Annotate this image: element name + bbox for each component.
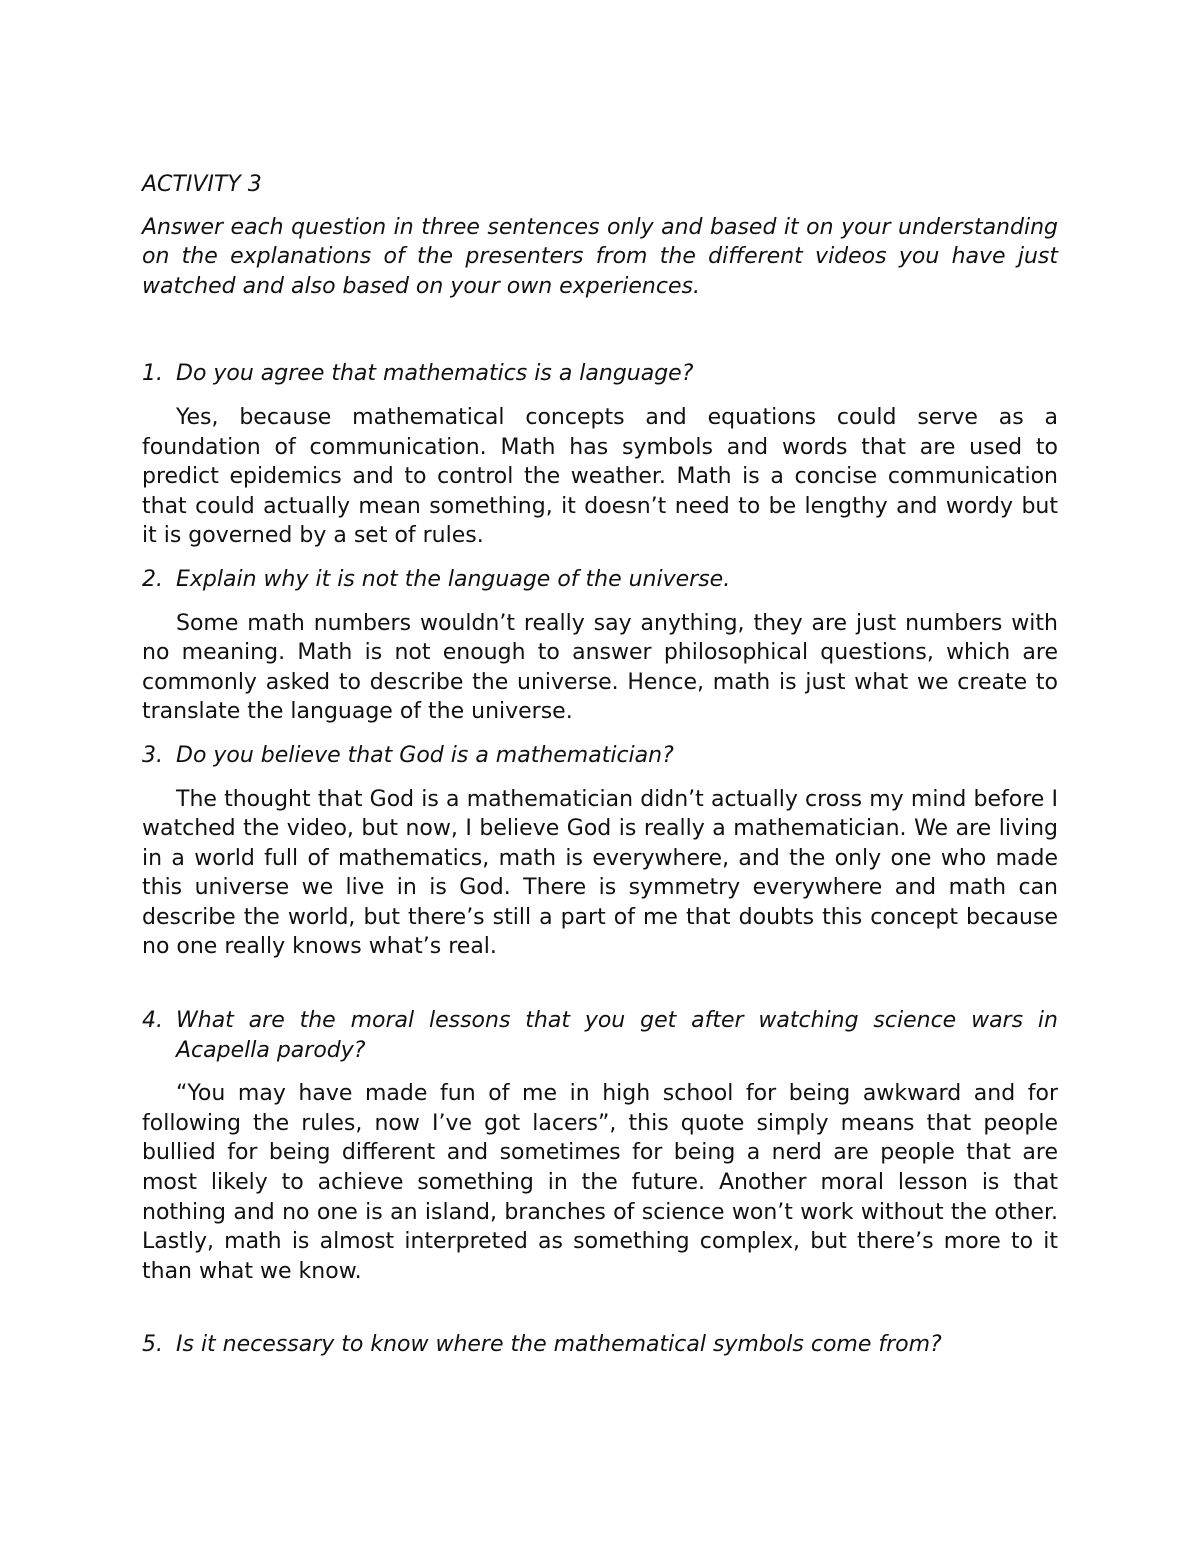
question-number: 1. xyxy=(142,361,163,387)
question-text: Is it necessary to know where the mathematical symbols come from? xyxy=(176,1332,942,1358)
question-text: What are the moral lessons that you get after watching science wars in Acapella parody? xyxy=(176,1008,1058,1063)
question-text: Do you believe that God is a mathematician? xyxy=(176,742,674,768)
question-number: 2. xyxy=(142,566,163,592)
question-3 xyxy=(142,741,1058,771)
answer-4: “You may have made fun of me in high school for being awkward and for following the rules, now I’ve got lacers”, this quote simply means that people bullied for being different and sometimes for being a nerd are people that are most likely to achieve something in the future. Another moral lesson is that nothing and no one is an island, branches of science won’t work without the other. Lastly, math is almost interpreted as something complex, but there’s more to it than what we know. xyxy=(142,1081,1058,1284)
answer-3: The thought that God is a mathematician didn’t actually cross my mind before I watched the video, but now, I believe God is really a mathematician. We are living in a world full of mathematics, math is everywhere, and the only one who made this universe we live in is God. There is symmetry everywhere and math can describe the world, but there’s still a part of me that doubts this concept because no one really knows what’s real. xyxy=(142,786,1058,960)
document-page xyxy=(142,170,1058,1374)
activity-title: ACTIVITY 3 xyxy=(142,172,262,197)
question-number: 4. xyxy=(142,1008,163,1034)
question-1 xyxy=(142,359,1058,389)
answer-1: Yes, because mathematical concepts and equations could serve as a foundation of communication. Math has symbols and words that are used to predict epidemics and to control the weather. Math is a concise communication that could actually mean something, it doesn’t need to be lengthy and wordy but it is governed by a set of rules. xyxy=(142,404,1058,549)
question-5 xyxy=(142,1330,1058,1360)
question-2 xyxy=(142,565,1058,595)
question-number: 3. xyxy=(142,742,163,768)
question-text: Do you agree that mathematics is a language? xyxy=(176,361,694,387)
answer-2: Some math numbers wouldn’t really say anything, they are just numbers with no meaning. Math is not enough to answer philosophical questions, which are commonly asked to describe the universe. Hence, math is just what we create to translate the language of the universe. xyxy=(142,610,1058,725)
question-text: Explain why it is not the language of the universe. xyxy=(176,566,731,592)
question-number: 5. xyxy=(142,1332,163,1358)
instructions: Answer each question in three sentences only and based it on your understanding on the explanations of the presenters from the different videos you have just watched and also based on your own experiences. xyxy=(142,214,1058,299)
question-4 xyxy=(142,1006,1058,1065)
